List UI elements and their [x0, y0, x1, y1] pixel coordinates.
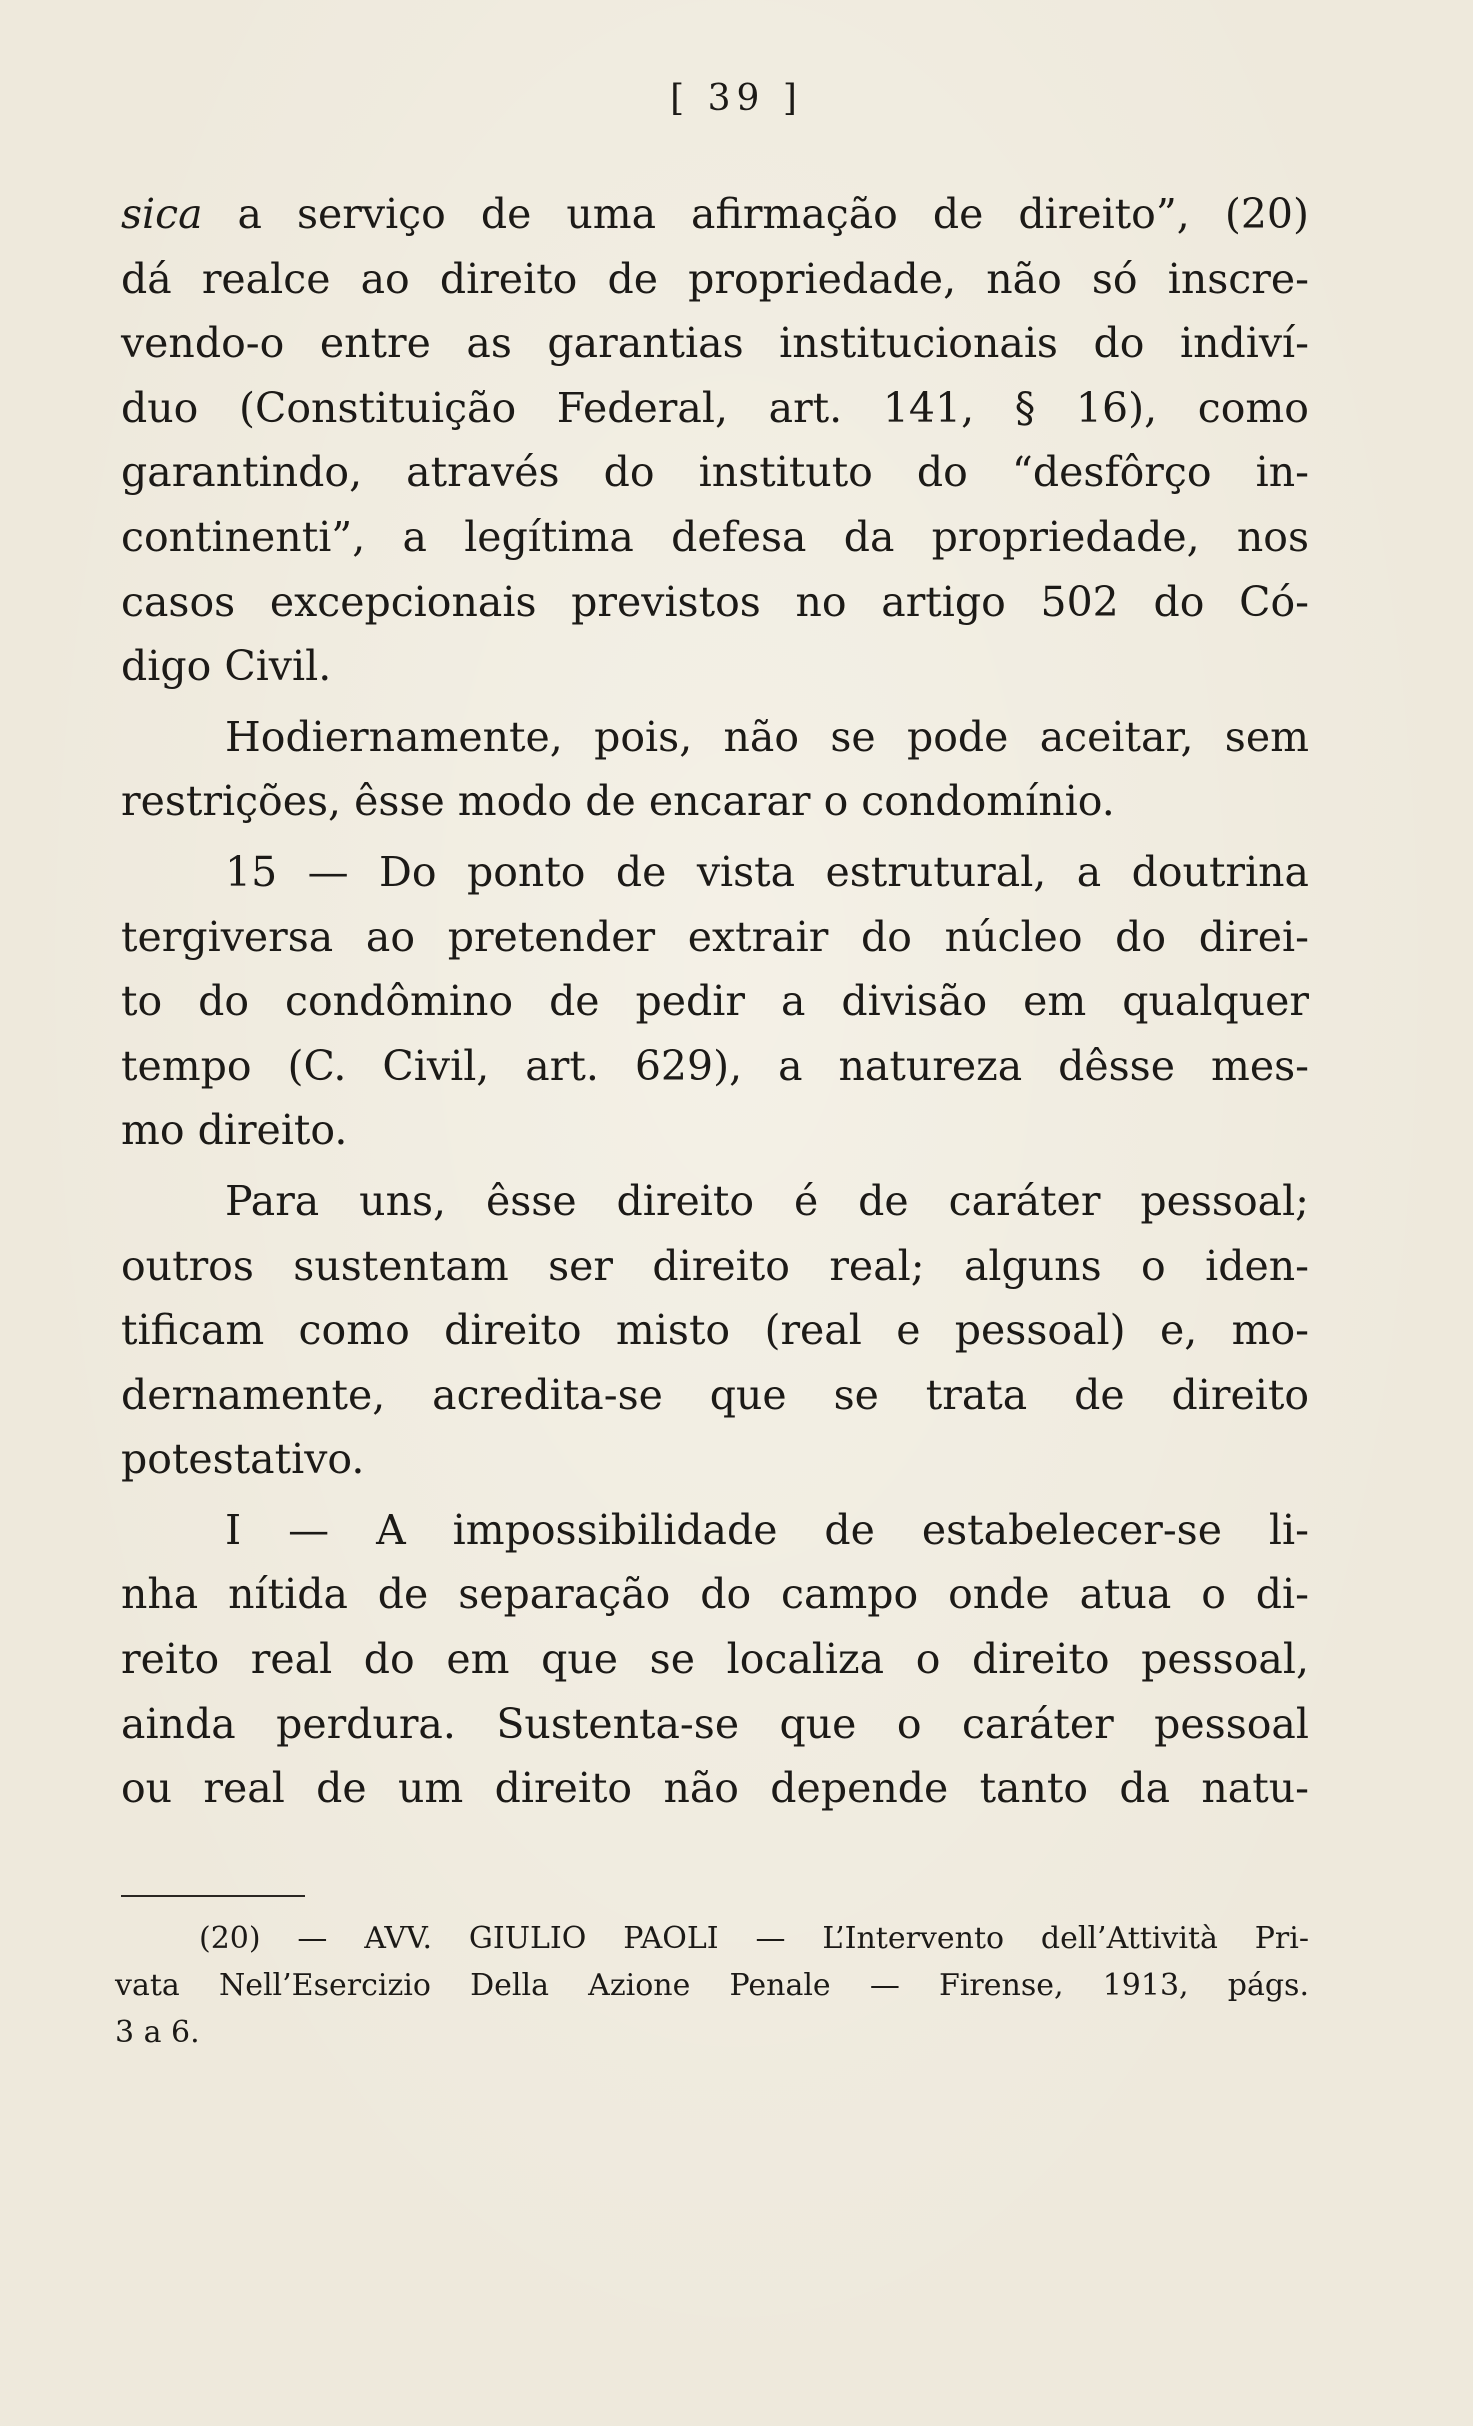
body-text — [121, 182, 1309, 1821]
text-line: reito real do em que se localiza o direito pessoal, — [121, 1635, 1309, 1684]
footnotes — [115, 1915, 1309, 2056]
text-line: dá realce ao direito de propriedade, não só inscre- — [121, 254, 1309, 303]
text-line: to do condômino de pedir a divisão em qualquer — [121, 977, 1309, 1026]
text-line: casos excepcionais previstos no artigo 502 do Có- — [121, 577, 1309, 626]
text-line: ou real de um direito não depende tanto da natu- — [121, 1764, 1309, 1813]
text-line: mo direito. — [121, 1106, 348, 1155]
text-line: tificam como direito misto (real e pessoal) e, mo- — [121, 1306, 1309, 1355]
text-line: tempo (C. Civil, art. 629), a natureza dêsse mes- — [121, 1041, 1309, 1090]
footnote-line: vata Nell’Esercizio Della Azione Penale — Firense, 1913, págs. — [115, 1968, 1309, 2003]
italic-word: sica — [121, 190, 203, 238]
text-line: restrições, êsse modo de encarar o condomínio. — [121, 777, 1115, 826]
text-line: 15 — Do ponto de vista estrutural, a doutrina — [225, 847, 1309, 896]
text-line: potestativo. — [121, 1435, 365, 1484]
text-line: continenti”, a legítima defesa da propriedade, nos — [121, 512, 1309, 561]
text-line — [121, 182, 1309, 247]
text-line: vendo-o entre as garantias institucionais do indiví- — [121, 319, 1309, 368]
text-line: nha nítida de separação do campo onde atua o di- — [121, 1570, 1309, 1619]
text-line: outros sustentam ser direito real; alguns o iden- — [121, 1241, 1309, 1290]
text-line: tergiversa ao pretender extrair do núcleo do direi- — [121, 912, 1309, 961]
text-line: Hodiernamente, pois, não se pode aceitar, sem — [225, 712, 1309, 761]
page-number: [ 39 ] — [670, 78, 803, 119]
footnote-line: (20) — AVV. GIULIO PAOLI — L’Intervento dell’Attività Pri- — [199, 1921, 1309, 1956]
text-line: Para uns, êsse direito é de caráter pessoal; — [225, 1176, 1309, 1225]
text-line-rest: a serviço de uma afirmação de direito”, (20) — [202, 190, 1309, 238]
text-line: dernamente, acredita-se que se trata de direito — [121, 1370, 1309, 1419]
footnote-line: 3 a 6. — [115, 2015, 200, 2050]
footnote-divider — [121, 1895, 305, 1897]
text-line: ainda perdura. Sustenta-se que o caráter pessoal — [121, 1699, 1309, 1748]
text-line: digo Civil. — [121, 642, 332, 691]
text-line: duo (Constituição Federal, art. 141, § 16), como — [121, 383, 1309, 432]
text-line: I — A impossibilidade de estabelecer-se li- — [225, 1505, 1309, 1554]
text-line: garantindo, através do instituto do “desfôrço in- — [121, 448, 1309, 497]
